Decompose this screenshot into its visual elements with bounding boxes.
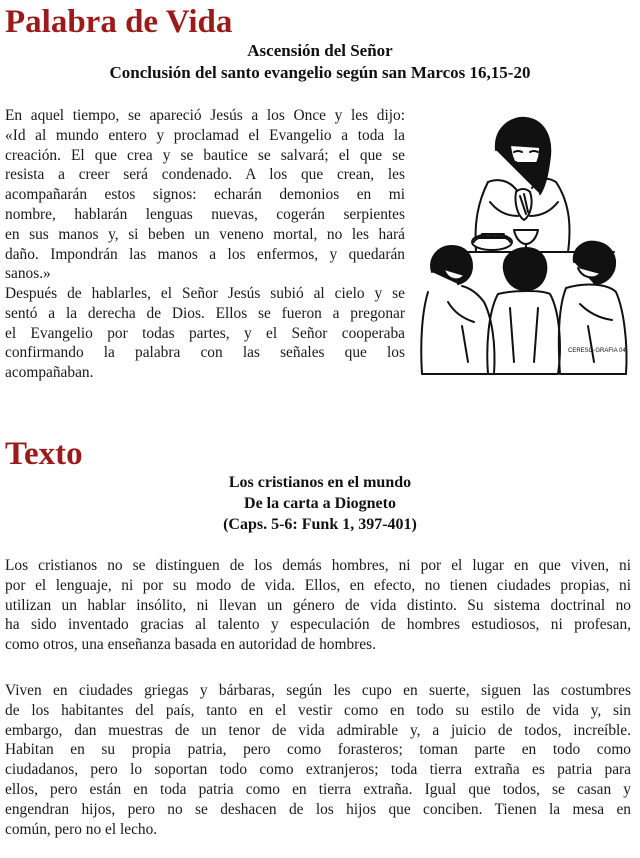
text-line: En aquel tiempo, se apareció Jesús a los Once y les dijo: bbox=[5, 107, 405, 124]
text-line: sanos.» bbox=[5, 265, 51, 283]
text-line: como otros, una enseñanza basada en autoridad de hombres. bbox=[5, 636, 376, 654]
text-line: Los cristianos no se distinguen de los demás hombres, ni por el lugar en que viven, ni bbox=[5, 557, 631, 574]
text-line: nombre, hablarán lenguas nuevas, cogerán serpientes bbox=[5, 205, 405, 223]
gospel-paragraph-2 bbox=[5, 284, 405, 383]
text-line: utilizan un hablar insólito, ni llevan un género de vida distinto. Su sistema doctrinal no bbox=[5, 596, 631, 614]
section-title-palabra: Palabra de Vida bbox=[5, 4, 233, 40]
text-line: ellos, pero están en toda patria como en tierra extraña. Igual que todos, se casan y bbox=[5, 780, 631, 798]
text-line: embargo, dan muestras de un tenor de vida admirable y, a juicio de todos, increíble. bbox=[5, 721, 631, 739]
text-line: engendran hijos, pero no se deshacen de los hijos que conciben. Tienen la mesa en bbox=[5, 800, 631, 818]
text-line: Habitan en su propia patria, pero como forasteros; toman parte en todo como bbox=[5, 741, 631, 759]
text-line: de los habitantes del país, tanto en el vestir como en todo su estilo de vida y, sin bbox=[5, 701, 631, 719]
reading-source: De la carta a Diogneto bbox=[244, 495, 396, 512]
text-line: resista a creer será condenado. A los que crean, les bbox=[5, 166, 405, 184]
praying-figures-illustration bbox=[418, 112, 630, 380]
text-line: ciudadanos, pero lo soportan todo como extranjeros; toda tierra extraña es patria para bbox=[5, 761, 631, 779]
text-line: daño. Impondrán las manos a los enfermos, y quedarán bbox=[5, 245, 405, 263]
illustration-signature: CERESO-GRAFIA 04 bbox=[568, 348, 626, 354]
text-line: sentó a la derecha de Dios. Ellos se fueron a pregonar bbox=[5, 304, 405, 322]
reading-paragraph-1 bbox=[5, 556, 631, 655]
gospel-paragraph-1 bbox=[5, 106, 405, 284]
text-line: creación. El que crea y se bautice se salvará; el que se bbox=[5, 146, 405, 164]
text-line: Viven en ciudades griegas y bárbaras, según les cupo en suerte, siguen las costumbres bbox=[5, 682, 631, 699]
text-line: Después de hablarles, el Señor Jesús subió al cielo y se bbox=[5, 285, 405, 302]
reading-title: Los cristianos en el mundo bbox=[228, 474, 412, 491]
text-line: «Id al mundo entero y proclamad el Evangelio a toda la bbox=[5, 126, 405, 144]
text-line: acompañaban. bbox=[5, 364, 94, 382]
reading-paragraph-2 bbox=[5, 681, 631, 839]
text-line: ha sido inventado gracias al talento y especulación de hombres estudiosos, ni profesan, bbox=[5, 616, 631, 634]
text-line: acompañarán estos signos: echarán demonios en mi bbox=[5, 186, 405, 204]
text-line: común, pero no el lecho. bbox=[5, 820, 158, 838]
text-line: en sus manos y, si beben un veneno mortal, no les hará bbox=[5, 225, 405, 243]
reading-citation: (Caps. 5-6: Funk 1, 397-401) bbox=[223, 516, 417, 533]
feast-title: Ascensión del Señor bbox=[247, 41, 393, 60]
text-line: el Evangelio por todas partes, y el Señor cooperaba bbox=[5, 324, 405, 342]
gospel-reference: Conclusión del santo evangelio según san Marcos 16,15-20 bbox=[109, 63, 531, 82]
section-title-texto: Texto bbox=[5, 436, 83, 472]
praying-figures-icon bbox=[418, 112, 630, 380]
text-line: por el lenguaje, ni por su modo de vida. Ellos, en efecto, no tienen ciudades propias, ni bbox=[5, 576, 631, 594]
text-line: confirmando la palabra con las señales que los bbox=[5, 344, 405, 362]
